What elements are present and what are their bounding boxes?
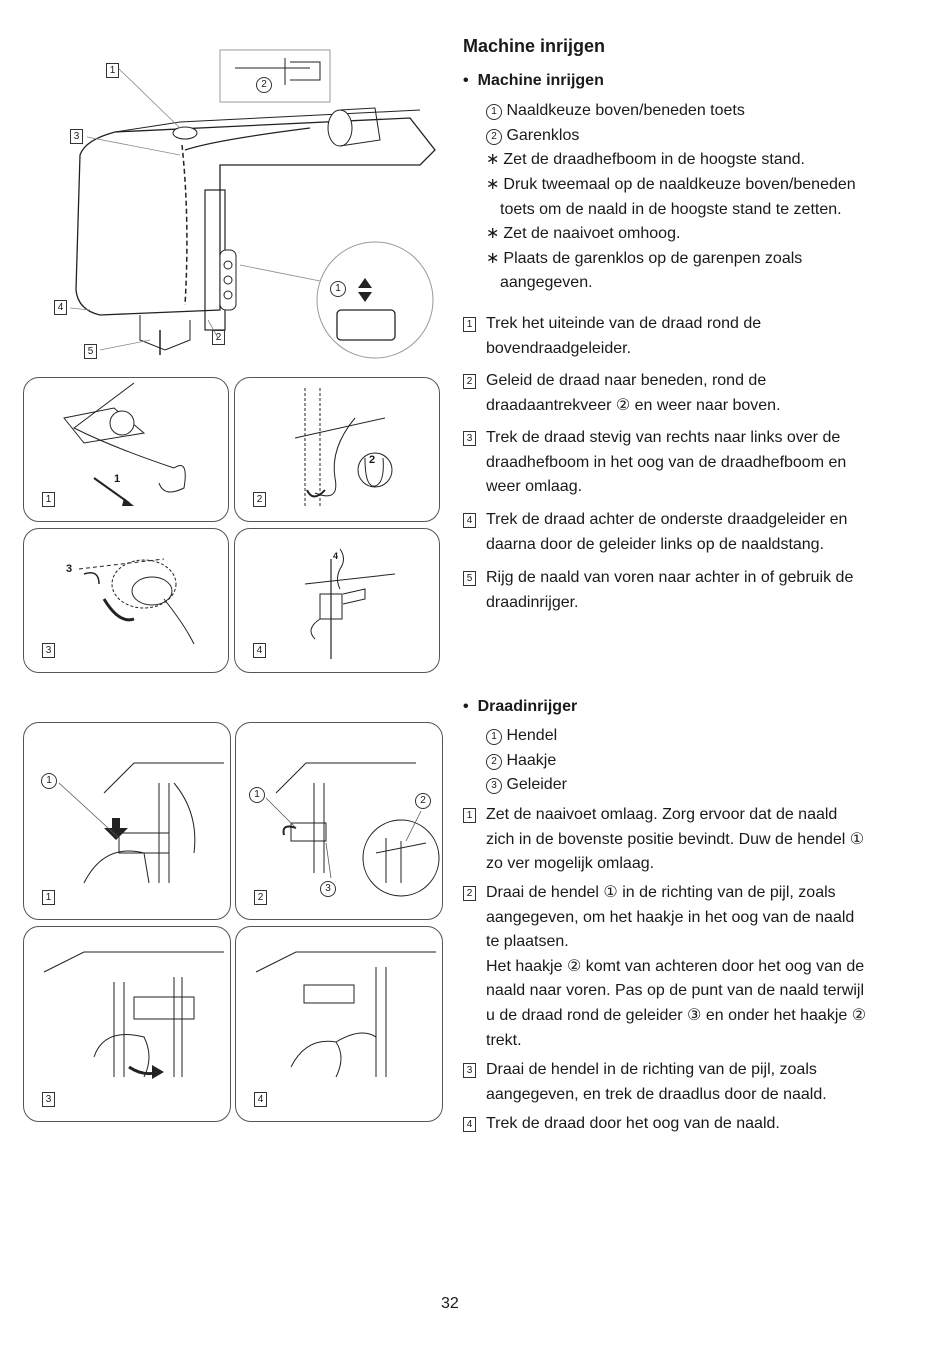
- threader-callout-1b: 1: [249, 787, 265, 803]
- thread-panel-label-1: 1: [42, 492, 55, 507]
- threading-step-1: 1 Trek het uiteinde van de draad rond de bovendraadgeleider.: [463, 312, 485, 337]
- main-label-1: 1: [106, 63, 119, 78]
- threading-note-4-cont: aangegeven.: [500, 274, 593, 291]
- threading-step-3: 3 Trek de draad stevig van rechts naar links over de draadhefboom in het oog van de draadhefboom en weer omlaag.: [463, 426, 485, 451]
- threader-panel-3: [23, 926, 231, 1122]
- threader-panel-1: [23, 722, 231, 920]
- threader-step-1: 1 Zet de naaivoet omlaag. Zorg ervoor dat de naald zich in de bovenste positie bevindt. Duw de hendel ① zo ver mogelijk omlaag.: [463, 803, 485, 828]
- threader-callout-2: 2: [415, 793, 431, 809]
- page-number: 32: [441, 1295, 459, 1312]
- arrow-number-4: 4: [333, 551, 339, 561]
- threader-panel-label-1: 1: [42, 890, 55, 905]
- threading-note-2-cont: toets om de naald in de hoogste stand te zetten.: [500, 201, 842, 218]
- arrow-number-1: 1: [114, 473, 121, 485]
- threading-legend-1: 1 Naaldkeuze boven/beneden toets: [486, 99, 745, 124]
- threading-note-3: ∗ Zet de naaivoet omhoog.: [486, 225, 681, 242]
- threading-step-2: 2 Geleid de draad naar beneden, rond de draadaantrekveer ② en weer naar boven.: [463, 369, 485, 394]
- threading-note-4: ∗ Plaats de garenklos op de garenpen zoals: [486, 250, 803, 267]
- threader-panel-4: [235, 926, 443, 1122]
- threading-heading: • Machine inrijgen: [463, 72, 604, 90]
- section-title: Machine inrijgen: [463, 36, 606, 56]
- main-label-2: 2: [212, 330, 225, 345]
- main-machine-illustration: [40, 40, 450, 370]
- callout-button-label: 1: [330, 281, 346, 297]
- callout-spool-label: 2: [256, 77, 272, 93]
- thread-panel-label-4: 4: [253, 643, 266, 658]
- thread-panel-4: [234, 528, 440, 673]
- threader-legend-3: 3 Geleider: [486, 773, 567, 798]
- threader-step-4: 4 Trek de draad door het oog van de naald.: [463, 1112, 485, 1137]
- thread-panel-3: [23, 528, 229, 673]
- main-label-4: 4: [54, 300, 67, 315]
- threading-legend-2: 2 Garenklos: [486, 124, 579, 149]
- thread-panel-2: [234, 377, 440, 522]
- threading-note-1: ∗ Zet de draadhefboom in de hoogste stand.: [486, 151, 805, 168]
- threading-step-5: 5 Rijg de naald van voren naar achter in of gebruik de draadinrijger.: [463, 566, 485, 591]
- threader-heading: • Draadinrijger: [463, 698, 577, 716]
- main-label-5: 5: [84, 344, 97, 359]
- threader-callout-1a: 1: [41, 773, 57, 789]
- threader-step-3: 3 Draai de hendel in de richting van de pijl, zoals aangegeven, en trek de draadlus door de naald.: [463, 1058, 485, 1083]
- threader-step-2: 2 Draai de hendel ① in de richting van de pijl, zoals aangegeven, om het haakje in het oog van de naald te plaatsen. Het haakje ② komt van achteren door het oog van de naald naar voren. Pas op de punt van de naald terwijl u de draad rond de geleider ③ en onder het haakje ② trekt.: [463, 881, 485, 906]
- main-label-3: 3: [70, 129, 83, 144]
- threader-panel-label-2: 2: [254, 890, 267, 905]
- threader-panel-label-4: 4: [254, 1092, 267, 1107]
- arrow-number-2: 2: [369, 454, 376, 466]
- thread-panel-label-3: 3: [42, 643, 55, 658]
- arrow-number-3: 3: [66, 563, 73, 575]
- threader-callout-3: 3: [320, 881, 336, 897]
- threading-note-2: ∗ Druk tweemaal op de naaldkeuze boven/beneden: [486, 176, 856, 193]
- threader-panel-label-3: 3: [42, 1092, 55, 1107]
- thread-panel-label-2: 2: [253, 492, 266, 507]
- thread-panel-1: [23, 377, 229, 522]
- threader-panel-2: [235, 722, 443, 920]
- threading-step-4: 4 Trek de draad achter de onderste draadgeleider en daarna door de geleider links op de naaldstang.: [463, 508, 485, 533]
- threader-legend-2: 2 Haakje: [486, 749, 556, 774]
- threader-legend-1: 1 Hendel: [486, 724, 557, 749]
